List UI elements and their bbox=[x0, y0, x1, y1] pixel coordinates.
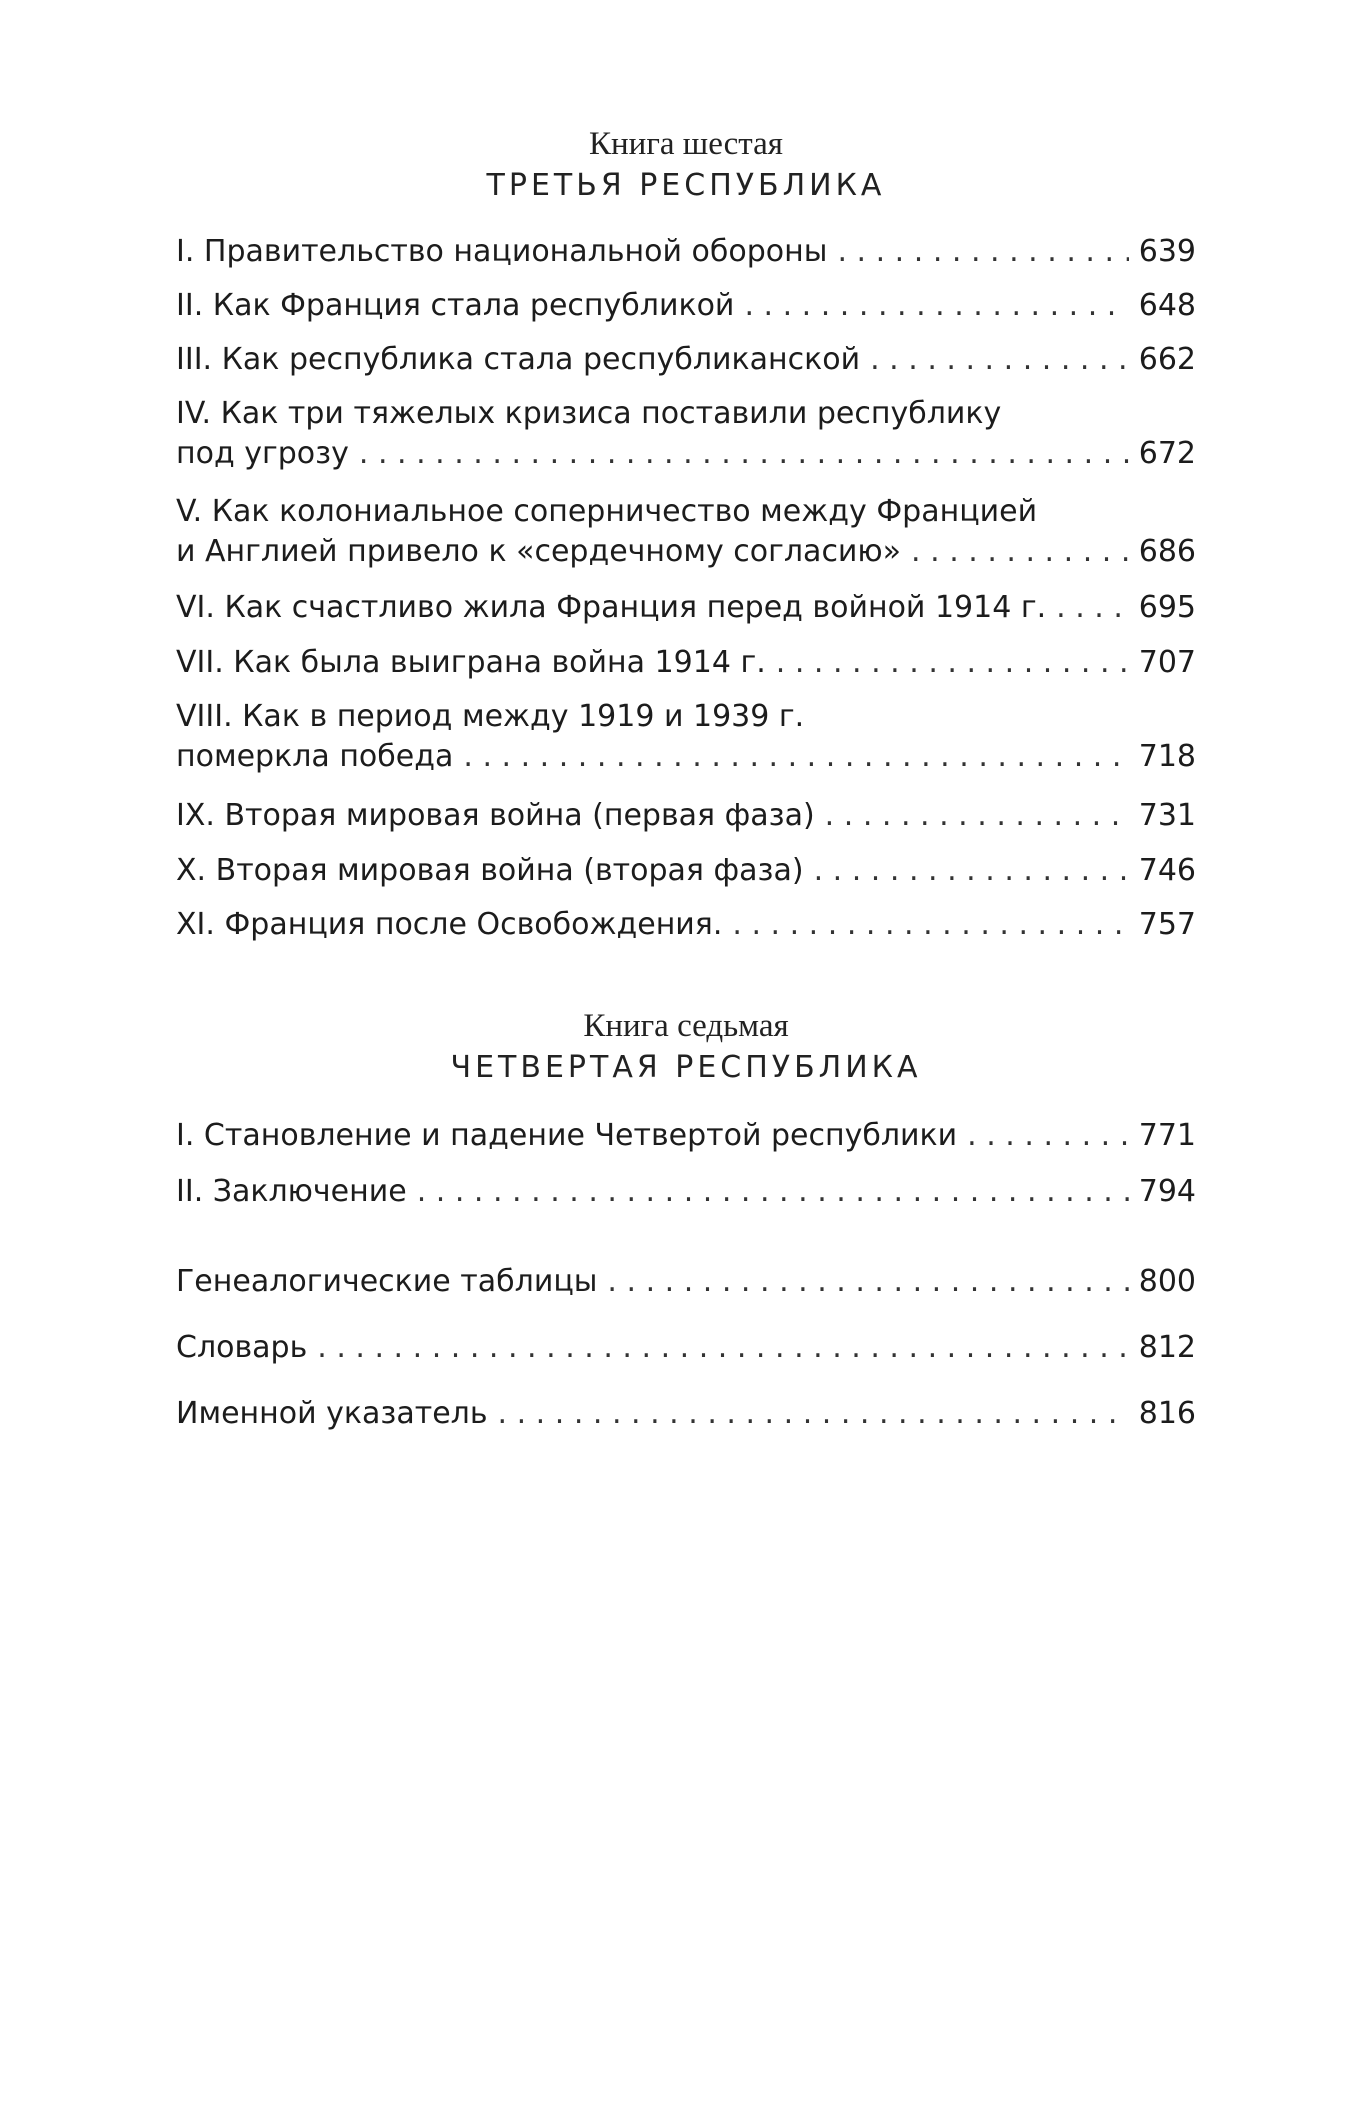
toc-entry[interactable] bbox=[176, 1172, 1196, 1212]
book6-title: ТРЕТЬЯ РЕСПУБЛИКА bbox=[486, 168, 886, 203]
toc-entry-title: VI. Как счастливо жила Франция перед войной 1914 г. bbox=[176, 590, 1047, 625]
toc-entry[interactable] bbox=[176, 286, 1196, 326]
toc-entry[interactable] bbox=[176, 1328, 1196, 1368]
toc-entry[interactable] bbox=[176, 232, 1196, 272]
toc-entry-page: 707 bbox=[1138, 645, 1196, 680]
toc-entry-title: Именной указатель bbox=[176, 1396, 488, 1431]
toc-entry-page: 812 bbox=[1138, 1330, 1196, 1365]
toc-leader-dots bbox=[814, 851, 1129, 891]
toc-leader-dots bbox=[498, 1394, 1129, 1434]
toc-entry-page: 731 bbox=[1138, 798, 1196, 833]
toc-entry-title-line2: и Англией привело к «сердечному согласию» bbox=[176, 534, 902, 569]
toc-leader-dots bbox=[417, 1172, 1129, 1212]
toc-entry-page: 816 bbox=[1138, 1396, 1196, 1431]
toc-leader-dots bbox=[463, 737, 1128, 777]
toc-entry[interactable] bbox=[176, 394, 1196, 474]
book7-heading bbox=[176, 1006, 1196, 1088]
toc-entry-title: IX. Вторая мировая война (первая фаза) bbox=[176, 798, 815, 833]
toc-entry[interactable] bbox=[176, 697, 1196, 777]
book7-title: ЧЕТВЕРТАЯ РЕСПУБЛИКА bbox=[450, 1050, 922, 1085]
toc-leader-dots bbox=[359, 434, 1129, 474]
toc-entry-title: II. Заключение bbox=[176, 1174, 407, 1209]
toc-entry[interactable] bbox=[176, 340, 1196, 380]
toc-entry-title: I. Становление и падение Четвертой республики bbox=[176, 1118, 958, 1153]
toc-entry-page: 800 bbox=[1138, 1264, 1196, 1299]
toc-leader-dots bbox=[732, 905, 1128, 945]
toc-entry-title: Словарь bbox=[176, 1330, 308, 1365]
toc-entry-page: 648 bbox=[1138, 288, 1196, 323]
toc-leader-dots bbox=[1056, 588, 1129, 628]
toc-leader-dots bbox=[870, 340, 1129, 380]
toc-entry-title: XI. Франция после Освобождения. bbox=[176, 907, 723, 942]
book7-label: Книга седьмая bbox=[583, 1008, 789, 1044]
toc-entry-page: 746 bbox=[1138, 853, 1196, 888]
toc-entry-title-line2: под угрозу bbox=[176, 436, 349, 471]
toc-entry-page: 686 bbox=[1138, 534, 1196, 569]
toc-entry-title: VII. Как была выиграна война 1914 г. bbox=[176, 645, 766, 680]
toc-entry[interactable] bbox=[176, 1116, 1196, 1156]
toc-entry-page: 662 bbox=[1138, 342, 1196, 377]
toc-entry[interactable] bbox=[176, 851, 1196, 891]
toc-entry-title: III. Как республика стала республиканской bbox=[176, 342, 861, 377]
toc-leader-dots bbox=[911, 532, 1129, 572]
toc-entry-page: 695 bbox=[1138, 590, 1196, 625]
toc-entry-page: 639 bbox=[1138, 234, 1196, 269]
toc-leader-dots bbox=[825, 796, 1129, 836]
toc-leader-dots bbox=[967, 1116, 1129, 1156]
toc-entry-title: X. Вторая мировая война (вторая фаза) bbox=[176, 853, 804, 888]
toc-leader-dots bbox=[744, 286, 1128, 326]
toc-entry[interactable] bbox=[176, 905, 1196, 945]
toc-entry-title: II. Как Франция стала республикой bbox=[176, 288, 735, 323]
toc-entry-title: Генеалогические таблицы bbox=[176, 1264, 598, 1299]
toc-entry-page: 757 bbox=[1138, 907, 1196, 942]
toc-entry[interactable] bbox=[176, 643, 1196, 683]
toc-entry-page: 771 bbox=[1138, 1118, 1196, 1153]
toc-entry-page: 794 bbox=[1138, 1174, 1196, 1209]
toc-entry[interactable] bbox=[176, 588, 1196, 628]
toc-entry[interactable] bbox=[176, 1394, 1196, 1434]
toc-entry-title: I. Правительство национальной обороны bbox=[176, 234, 828, 269]
toc-entry[interactable] bbox=[176, 796, 1196, 836]
toc-entry-title-line1: V. Как колониальное соперничество между Францией bbox=[176, 494, 1038, 529]
toc-leader-dots bbox=[317, 1328, 1128, 1368]
toc-entry-page: 672 bbox=[1138, 436, 1196, 471]
toc-entry[interactable] bbox=[176, 492, 1196, 572]
toc-entry-title-line1: IV. Как три тяжелых кризиса поставили республику bbox=[176, 396, 1002, 431]
toc-entry[interactable] bbox=[176, 1262, 1196, 1302]
toc-leader-dots bbox=[837, 232, 1128, 272]
book6-heading bbox=[176, 124, 1196, 206]
toc-leader-dots bbox=[607, 1262, 1128, 1302]
book6-label: Книга шестая bbox=[589, 126, 783, 162]
toc-entry-title-line1: VIII. Как в период между 1919 и 1939 г. bbox=[176, 699, 805, 734]
toc-leader-dots bbox=[776, 643, 1129, 683]
toc-entry-page: 718 bbox=[1138, 739, 1196, 774]
toc-entry-title-line2: померкла победа bbox=[176, 739, 454, 774]
